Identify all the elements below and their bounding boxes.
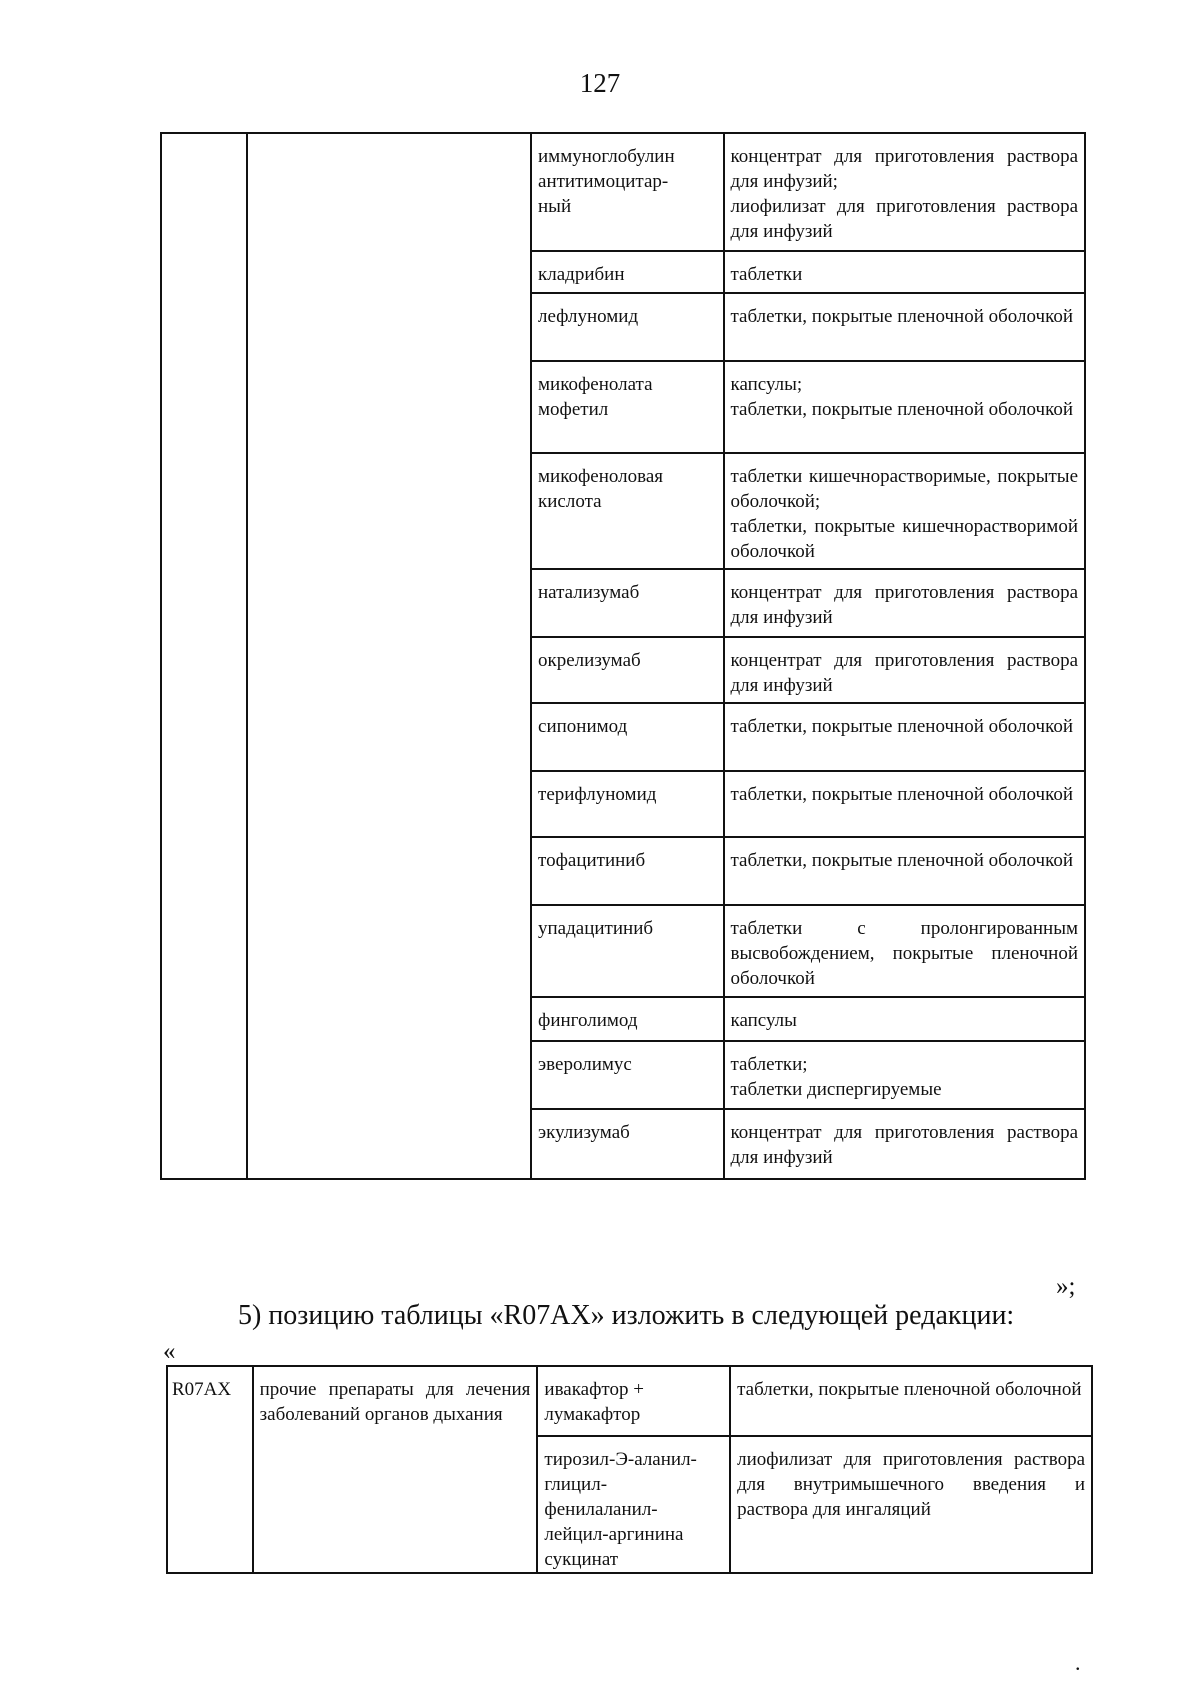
drug-name-line: тофацитиниб	[538, 850, 646, 871]
group-name-cell	[247, 133, 531, 1179]
dosage-form-cell	[724, 997, 1085, 1041]
table-row	[167, 1366, 1092, 1436]
dosage-form-text: таблетки, покрытые пленочной оболочкой	[730, 850, 1074, 871]
dosage-form-cell	[724, 293, 1085, 361]
drug-name-line: тирозил-Э-аланил-	[544, 1449, 697, 1470]
dosage-form-cell	[724, 771, 1085, 837]
drug-name-line: натализумаб	[538, 582, 640, 603]
drug-name-line: лейцил-аргинина	[544, 1524, 684, 1545]
closing-quote: »;	[1056, 1273, 1076, 1300]
drug-name-line: кислота	[538, 491, 602, 512]
dosage-form-text: капсулы	[730, 1010, 797, 1031]
trailing-mark: .	[1075, 1650, 1081, 1675]
drug-name-line: эверолимус	[538, 1054, 632, 1075]
dosage-form-text: капсулы;	[730, 374, 803, 395]
drug-name-cell	[531, 997, 724, 1041]
drug-name-cell	[531, 1109, 724, 1179]
dosage-form-cell	[724, 133, 1085, 251]
dosage-form-cell	[724, 837, 1085, 905]
drug-name-line: сипонимод	[538, 716, 628, 737]
dosage-form-cell	[724, 251, 1085, 293]
drug-name-line: микофеноловая	[538, 466, 664, 487]
dosage-form-cell	[724, 703, 1085, 771]
dosage-form-text: таблетки кишечнорастворимые, покрытые оболочкой;	[730, 466, 1078, 512]
dosage-form-cell	[724, 905, 1085, 997]
dosage-form-text: таблетки;	[730, 1054, 808, 1075]
drug-table-r07ax	[166, 1365, 1093, 1574]
drug-name-line: микофенолата	[538, 374, 653, 395]
dosage-form-text: таблетки	[730, 264, 803, 285]
table-row	[161, 133, 1085, 251]
dosage-form-text: концентрат для приготовления раствора для инфузий	[730, 650, 1078, 696]
drug-name-line: терифлуномид	[538, 784, 657, 805]
dosage-form-text: концентрат для приготовления раствора для инфузий	[730, 582, 1078, 628]
drug-name-line: лумакафтор	[544, 1404, 641, 1425]
drug-name-cell	[531, 771, 724, 837]
drug-name-cell	[531, 837, 724, 905]
drug-name-cell	[531, 361, 724, 453]
drug-name-cell	[531, 637, 724, 703]
drug-name-line: лефлуномид	[538, 306, 639, 327]
drug-name-line: окрелизумаб	[538, 650, 641, 671]
dosage-form-text: таблетки, покрытые пленочной оболочкой	[730, 399, 1074, 420]
dosage-form-text: таблетки, покрытые кишечнорастворимой оболочкой	[730, 516, 1078, 562]
drug-name-cell	[531, 293, 724, 361]
dosage-form-text: лиофилизат для приготовления раствора для инфузий	[730, 196, 1078, 242]
page-number: 127	[579, 68, 621, 98]
drug-name-cell	[537, 1366, 730, 1436]
dosage-form-text: таблетки с пролонгированным высвобождением, покрытые пленочной оболочкой	[730, 918, 1078, 989]
drug-table-continued	[160, 132, 1086, 1180]
drug-name-cell	[531, 251, 724, 293]
dosage-form-text: таблетки, покрытые пленочной оболочкой	[730, 306, 1074, 327]
dosage-form-cell	[724, 637, 1085, 703]
group-name-cell: прочие препараты для лечения заболеваний органов дыхания	[253, 1366, 538, 1573]
drug-name-line: кладрибин	[538, 264, 625, 285]
dosage-form-cell	[730, 1436, 1092, 1573]
opening-quote: «	[163, 1338, 176, 1365]
dosage-form-cell	[724, 453, 1085, 569]
dosage-form-cell	[724, 1109, 1085, 1179]
drug-name-line: финголимод	[538, 1010, 638, 1031]
drug-name-line: сукцинат	[544, 1549, 619, 1570]
drug-name-cell	[531, 703, 724, 771]
drug-name-line: фенилаланил-	[544, 1499, 658, 1520]
dosage-form-text: лиофилизат для приготовления раствора для внутримышечного введения и раствора для ингаляций	[737, 1449, 1085, 1520]
dosage-form-text: концентрат для приготовления раствора для инфузий;	[730, 146, 1078, 192]
drug-name-line: упадацитиниб	[538, 918, 654, 939]
dosage-form-cell	[724, 569, 1085, 637]
dosage-form-text: таблетки, покрытые пленочной оболочкой	[730, 716, 1074, 737]
drug-name-cell	[537, 1436, 730, 1573]
dosage-form-text: концентрат для приготовления раствора для инфузий	[730, 1122, 1078, 1168]
drug-name-line: антитимоцитар-	[538, 171, 669, 192]
dosage-form-cell	[724, 1041, 1085, 1109]
drug-name-line: ивакафтор +	[544, 1379, 644, 1400]
dosage-form-text: таблетки, покрытые пленочной оболочкой	[730, 784, 1074, 805]
drug-name-line: глицил-	[544, 1474, 608, 1495]
drug-name-cell	[531, 905, 724, 997]
drug-name-cell	[531, 1041, 724, 1109]
drug-name-cell	[531, 133, 724, 251]
dosage-form-cell	[724, 361, 1085, 453]
drug-name-line: иммуноглобулин	[538, 146, 675, 167]
dosage-form-cell	[730, 1366, 1092, 1436]
atc-code-cell: R07AX	[167, 1366, 253, 1573]
dosage-form-text: таблетки диспергируемые	[730, 1079, 942, 1100]
drug-name-line: мофетил	[538, 399, 609, 420]
instruction-text: 5) позицию таблицы «R07AX» изложить в следующей редакции:	[238, 1300, 1015, 1331]
drug-name-line: экулизумаб	[538, 1122, 630, 1143]
atc-code-cell	[161, 133, 247, 1179]
drug-name-line: ный	[538, 196, 572, 217]
drug-name-cell	[531, 569, 724, 637]
dosage-form-text: таблетки, покрытые пленочной оболочной	[737, 1379, 1082, 1400]
drug-name-cell	[531, 453, 724, 569]
